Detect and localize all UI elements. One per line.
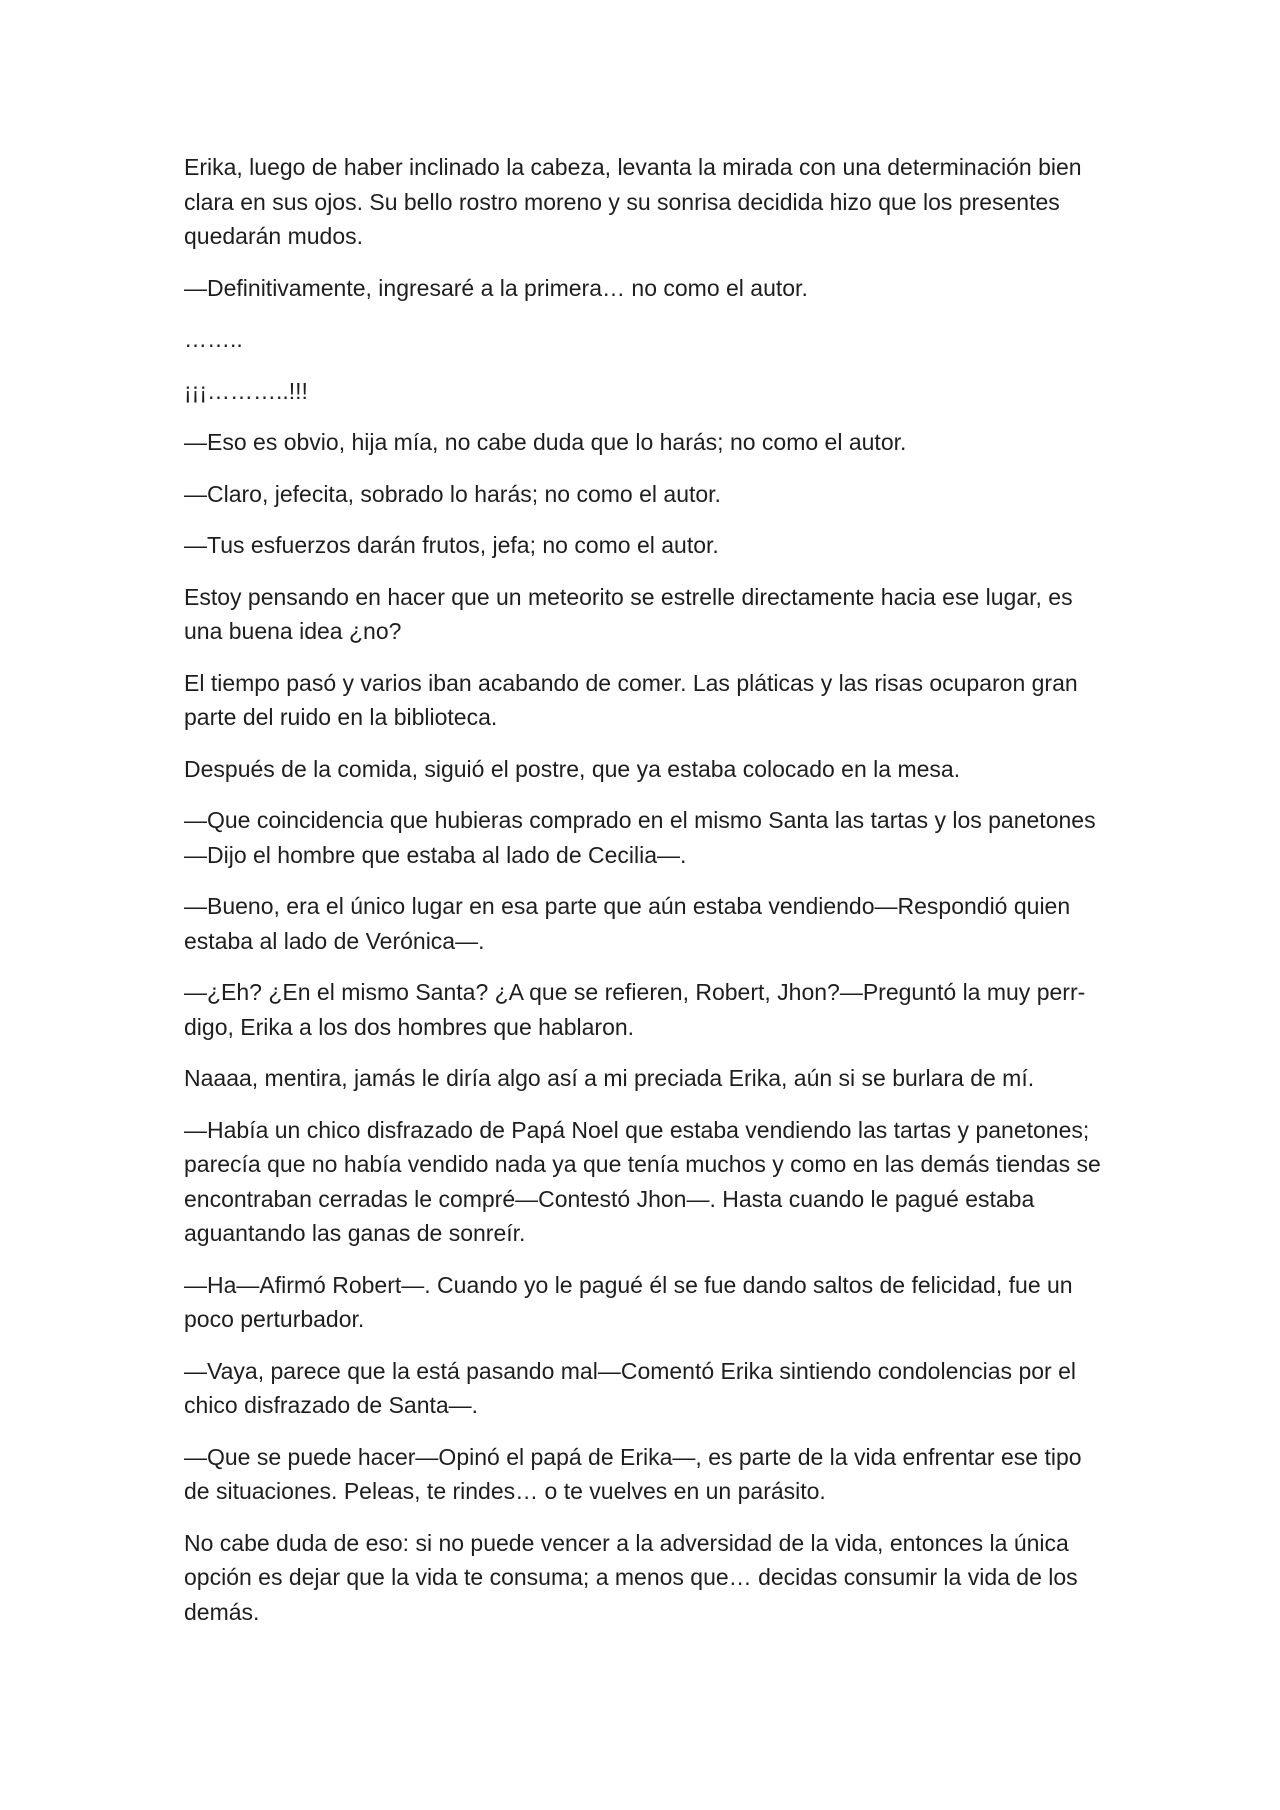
paragraph-14: Naaaa, mentira, jamás le diría algo así a mi preciada Erika, aún si se burlara de mí. bbox=[184, 1065, 1035, 1091]
paragraph-15: —Había un chico disfrazado de Papá Noel que estaba vendiendo las tartas y panetones; parecía que no había vendido nada ya que tenía muchos y como en las demás tiendas se encontraban cerradas le compré—Contestó Jhon—. Hasta cuando le pagué estaba aguantando las ganas de sonreír. bbox=[184, 1116, 1101, 1246]
paragraph-5: —Eso es obvio, hija mía, no cabe duda que lo harás; no como el autor. bbox=[184, 429, 907, 455]
paragraph-1: Erika, luego de haber inclinado la cabeza, levanta la mirada con una determinación bien clara en sus ojos. Su bello rostro moreno y su sonrisa decidida hizo que los presentes quedarán mudos. bbox=[184, 154, 1082, 249]
paragraph-18: —Que se puede hacer—Opinó el papá de Erika—, es parte de la vida enfrentar ese tipo de situaciones. Peleas, te rindes… o te vuelves en un parásito. bbox=[184, 1443, 1082, 1504]
paragraph-16: —Ha—Afirmó Robert—. Cuando yo le pagué él se fue dando saltos de felicidad, fue un poco perturbador. bbox=[184, 1271, 1073, 1332]
paragraph-11: —Que coincidencia que hubieras comprado en el mismo Santa las tartas y los panetones—Dijo el hombre que estaba al lado de Cecilia—. bbox=[184, 807, 1096, 868]
paragraph-7: —Tus esfuerzos darán frutos, jefa; no como el autor. bbox=[184, 532, 719, 558]
paragraph-12: —Bueno, era el único lugar en esa parte que aún estaba vendiendo—Respondió quien estaba al lado de Verónica—. bbox=[184, 893, 1071, 954]
paragraph-9: El tiempo pasó y varios iban acabando de comer. Las pláticas y las risas ocuparon gran parte del ruido en la biblioteca. bbox=[184, 669, 1078, 730]
paragraph-13: —¿Eh? ¿En el mismo Santa? ¿A que se refieren, Robert, Jhon?—Preguntó la muy perr-digo, Erika a los dos hombres que hablaron. bbox=[184, 979, 1086, 1040]
paragraph-10: Después de la comida, siguió el postre, que ya estaba colocado en la mesa. bbox=[184, 755, 961, 782]
paragraph-19: No cabe duda de eso: si no puede vencer a la adversidad de la vida, entonces la única opción es dejar que la vida te consuma; a menos que… decidas consumir la vida de los demás. bbox=[184, 1529, 1078, 1625]
paragraph-8: Estoy pensando en hacer que un meteorito se estrelle directamente hacia ese lugar, es una buena idea ¿no? bbox=[184, 583, 1073, 644]
paragraph-4: ¡¡¡………..!!! bbox=[184, 377, 308, 404]
paragraph-3: …….. bbox=[184, 326, 243, 352]
paragraph-6: —Claro, jefecita, sobrado lo harás; no como el autor. bbox=[184, 480, 721, 507]
paragraph-17: —Vaya, parece que la está pasando mal—Comentó Erika sintiendo condolencias por el chico disfrazado de Santa—. bbox=[184, 1357, 1076, 1418]
paragraph-2: —Definitivamente, ingresaré a la primera… no como el autor. bbox=[184, 274, 808, 301]
